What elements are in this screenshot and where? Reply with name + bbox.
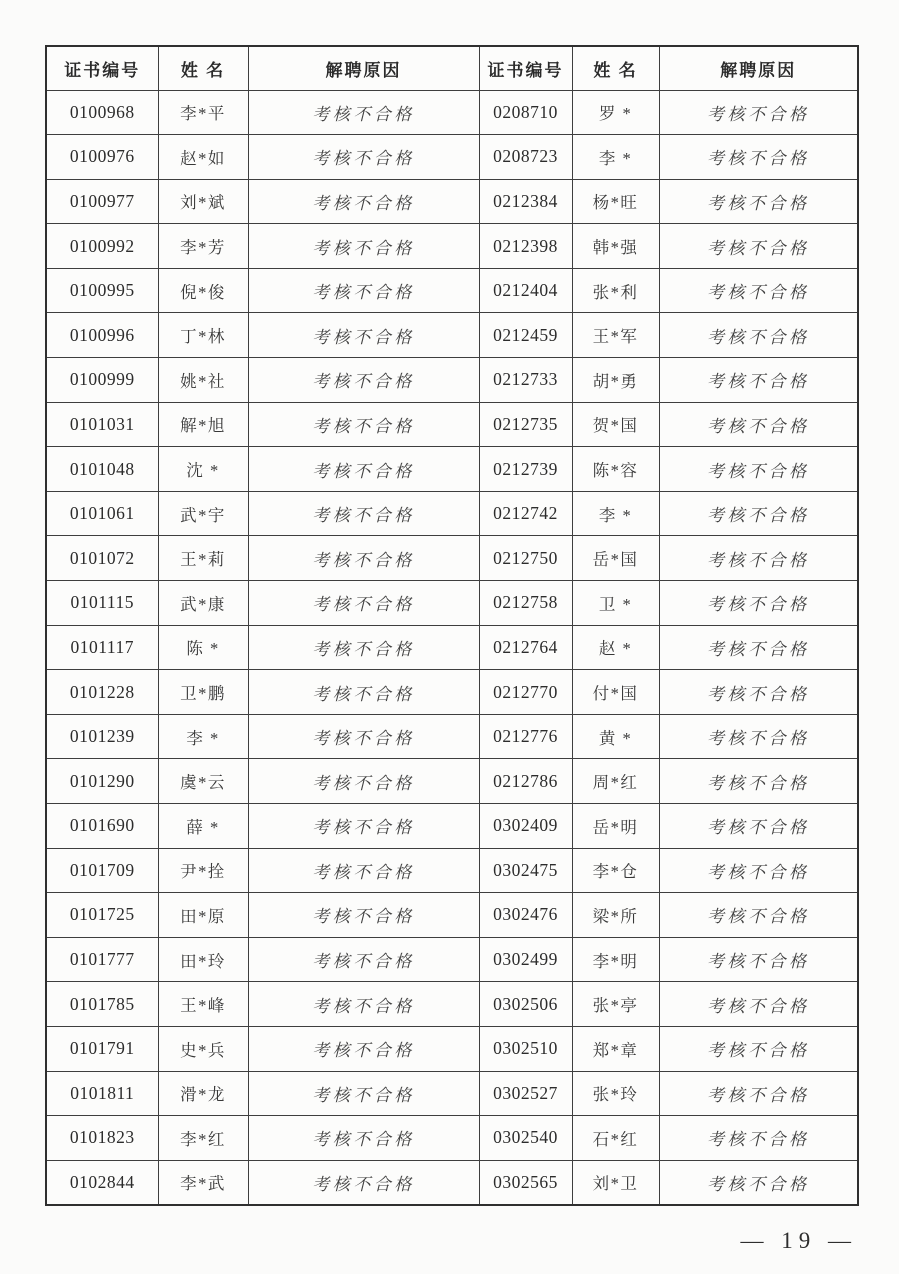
- cert-number-cell-left: 0101785: [46, 982, 158, 1027]
- dismissal-reason-cell-left: 考核不合格: [248, 937, 479, 982]
- table-row: [46, 268, 858, 313]
- table-row: [46, 982, 858, 1027]
- name-cell-right: 杨*旺: [572, 179, 659, 224]
- cert-number-cell-right: 0302409: [479, 804, 572, 849]
- cert-number-cell-left: 0102844: [46, 1160, 158, 1205]
- cert-number-cell-right: 0208710: [479, 90, 572, 135]
- table-row: [46, 536, 858, 581]
- table-row: [46, 358, 858, 403]
- header-name-right: 姓 名: [572, 46, 659, 90]
- name-cell-right: 卫 *: [572, 581, 659, 626]
- dismissal-reason-cell-right: 考核不合格: [659, 937, 858, 982]
- dismissal-reason-cell-right: 考核不合格: [659, 581, 858, 626]
- name-cell-left: 薛 *: [158, 804, 248, 849]
- name-cell-right: 李*仓: [572, 848, 659, 893]
- cert-number-cell-left: 0100976: [46, 135, 158, 180]
- table-row: [46, 937, 858, 982]
- table-header-row: [46, 46, 858, 90]
- cert-number-cell-left: 0101228: [46, 670, 158, 715]
- cert-number-cell-left: 0101791: [46, 1026, 158, 1071]
- table-row: [46, 1160, 858, 1205]
- dismissal-reason-cell-right: 考核不合格: [659, 1160, 858, 1205]
- dismissal-reason-cell-right: 考核不合格: [659, 625, 858, 670]
- cert-number-cell-right: 0212404: [479, 268, 572, 313]
- dismissal-reason-cell-left: 考核不合格: [248, 491, 479, 536]
- name-cell-left: 李*芳: [158, 224, 248, 269]
- dismissal-reason-cell-right: 考核不合格: [659, 536, 858, 581]
- cert-number-cell-right: 0212384: [479, 179, 572, 224]
- name-cell-left: 史*兵: [158, 1026, 248, 1071]
- table-row: [46, 179, 858, 224]
- dismissal-reason-cell-left: 考核不合格: [248, 670, 479, 715]
- name-cell-left: 王*峰: [158, 982, 248, 1027]
- dismissal-reason-cell-left: 考核不合格: [248, 1026, 479, 1071]
- cert-number-cell-left: 0101048: [46, 447, 158, 492]
- dismissal-reason-cell-right: 考核不合格: [659, 402, 858, 447]
- name-cell-right: 梁*所: [572, 893, 659, 938]
- dismissal-reason-cell-right: 考核不合格: [659, 358, 858, 403]
- cert-number-cell-right: 0302499: [479, 937, 572, 982]
- cert-number-cell-right: 0212459: [479, 313, 572, 358]
- dismissal-reason-cell-right: 考核不合格: [659, 714, 858, 759]
- dismissal-reason-cell-right: 考核不合格: [659, 491, 858, 536]
- cert-number-cell-right: 0208723: [479, 135, 572, 180]
- cert-number-cell-left: 0101690: [46, 804, 158, 849]
- name-cell-right: 李 *: [572, 135, 659, 180]
- dismissal-reason-cell-right: 考核不合格: [659, 179, 858, 224]
- cert-number-cell-right: 0212739: [479, 447, 572, 492]
- name-cell-right: 罗 *: [572, 90, 659, 135]
- cert-number-cell-left: 0101031: [46, 402, 158, 447]
- name-cell-right: 张*利: [572, 268, 659, 313]
- cert-number-cell-left: 0101239: [46, 714, 158, 759]
- name-cell-right: 李 *: [572, 491, 659, 536]
- cert-number-cell-right: 0302565: [479, 1160, 572, 1205]
- table-row: [46, 759, 858, 804]
- cert-number-cell-right: 0212735: [479, 402, 572, 447]
- dismissal-reason-cell-right: 考核不合格: [659, 804, 858, 849]
- table-row: [46, 714, 858, 759]
- cert-number-cell-left: 0101823: [46, 1116, 158, 1161]
- dismissal-reason-cell-left: 考核不合格: [248, 402, 479, 447]
- name-cell-left: 刘*斌: [158, 179, 248, 224]
- name-cell-left: 武*宇: [158, 491, 248, 536]
- name-cell-left: 田*玲: [158, 937, 248, 982]
- table-row: [46, 670, 858, 715]
- name-cell-right: 刘*卫: [572, 1160, 659, 1205]
- header-cert-number-right: 证书编号: [479, 46, 572, 90]
- name-cell-left: 田*原: [158, 893, 248, 938]
- table-row: [46, 1026, 858, 1071]
- dismissal-reason-cell-left: 考核不合格: [248, 982, 479, 1027]
- cert-number-cell-right: 0212733: [479, 358, 572, 403]
- dismissal-reason-cell-left: 考核不合格: [248, 625, 479, 670]
- dismissal-reason-cell-left: 考核不合格: [248, 224, 479, 269]
- name-cell-right: 陈*容: [572, 447, 659, 492]
- dismissal-reason-cell-left: 考核不合格: [248, 759, 479, 804]
- dismissal-reason-cell-left: 考核不合格: [248, 804, 479, 849]
- dismissal-reason-cell-left: 考核不合格: [248, 536, 479, 581]
- dismissal-reason-cell-left: 考核不合格: [248, 1071, 479, 1116]
- dismissal-reason-cell-right: 考核不合格: [659, 670, 858, 715]
- cert-number-cell-right: 0212398: [479, 224, 572, 269]
- table-row: [46, 491, 858, 536]
- dismissal-reason-cell-right: 考核不合格: [659, 268, 858, 313]
- name-cell-left: 滑*龙: [158, 1071, 248, 1116]
- cert-number-cell-right: 0212758: [479, 581, 572, 626]
- name-cell-right: 李*明: [572, 937, 659, 982]
- table-row: [46, 1116, 858, 1161]
- page-number: — 19 —: [740, 1228, 857, 1253]
- cert-number-cell-left: 0100968: [46, 90, 158, 135]
- dismissal-reason-cell-left: 考核不合格: [248, 313, 479, 358]
- table-body: [46, 90, 858, 1205]
- cert-number-cell-left: 0101117: [46, 625, 158, 670]
- name-cell-right: 周*红: [572, 759, 659, 804]
- name-cell-right: 胡*勇: [572, 358, 659, 403]
- cert-number-cell-right: 0212764: [479, 625, 572, 670]
- cert-number-cell-right: 0302506: [479, 982, 572, 1027]
- dismissal-reason-cell-right: 考核不合格: [659, 90, 858, 135]
- dismissal-roster-table: [45, 45, 859, 1206]
- dismissal-reason-cell-left: 考核不合格: [248, 135, 479, 180]
- name-cell-left: 尹*拴: [158, 848, 248, 893]
- cert-number-cell-right: 0302475: [479, 848, 572, 893]
- cert-number-cell-right: 0212786: [479, 759, 572, 804]
- cert-number-cell-right: 0302540: [479, 1116, 572, 1161]
- cert-number-cell-right: 0212750: [479, 536, 572, 581]
- name-cell-left: 解*旭: [158, 402, 248, 447]
- name-cell-right: 付*国: [572, 670, 659, 715]
- cert-number-cell-left: 0101811: [46, 1071, 158, 1116]
- name-cell-right: 石*红: [572, 1116, 659, 1161]
- name-cell-left: 陈 *: [158, 625, 248, 670]
- name-cell-right: 黄 *: [572, 714, 659, 759]
- cert-number-cell-left: 0101061: [46, 491, 158, 536]
- cert-number-cell-left: 0101290: [46, 759, 158, 804]
- dismissal-reason-cell-left: 考核不合格: [248, 1116, 479, 1161]
- name-cell-left: 丁*林: [158, 313, 248, 358]
- table-row: [46, 135, 858, 180]
- dismissal-reason-cell-left: 考核不合格: [248, 893, 479, 938]
- name-cell-left: 武*康: [158, 581, 248, 626]
- name-cell-left: 李*武: [158, 1160, 248, 1205]
- cert-number-cell-right: 0302527: [479, 1071, 572, 1116]
- cert-number-cell-right: 0212770: [479, 670, 572, 715]
- cert-number-cell-right: 0302476: [479, 893, 572, 938]
- dismissal-reason-cell-right: 考核不合格: [659, 759, 858, 804]
- name-cell-left: 赵*如: [158, 135, 248, 180]
- header-dismissal-reason-right: 解聘原因: [659, 46, 858, 90]
- name-cell-left: 倪*俊: [158, 268, 248, 313]
- table-row: [46, 893, 858, 938]
- cert-number-cell-left: 0101072: [46, 536, 158, 581]
- table-row: [46, 581, 858, 626]
- cert-number-cell-left: 0101115: [46, 581, 158, 626]
- dismissal-reason-cell-right: 考核不合格: [659, 224, 858, 269]
- table-row: [46, 313, 858, 358]
- dismissal-reason-cell-right: 考核不合格: [659, 447, 858, 492]
- cert-number-cell-right: 0212742: [479, 491, 572, 536]
- dismissal-reason-cell-left: 考核不合格: [248, 1160, 479, 1205]
- name-cell-right: 韩*强: [572, 224, 659, 269]
- header-cert-number-left: 证书编号: [46, 46, 158, 90]
- dismissal-reason-cell-right: 考核不合格: [659, 982, 858, 1027]
- name-cell-right: 赵 *: [572, 625, 659, 670]
- cert-number-cell-left: 0101709: [46, 848, 158, 893]
- name-cell-right: 郑*章: [572, 1026, 659, 1071]
- table-row: [46, 224, 858, 269]
- dismissal-reason-cell-left: 考核不合格: [248, 268, 479, 313]
- dismissal-reason-cell-right: 考核不合格: [659, 135, 858, 180]
- dismissal-reason-cell-right: 考核不合格: [659, 313, 858, 358]
- cert-number-cell-right: 0212776: [479, 714, 572, 759]
- dismissal-reason-cell-left: 考核不合格: [248, 848, 479, 893]
- dismissal-reason-cell-left: 考核不合格: [248, 358, 479, 403]
- name-cell-right: 张*亭: [572, 982, 659, 1027]
- cert-number-cell-left: 0100996: [46, 313, 158, 358]
- header-name-left: 姓 名: [158, 46, 248, 90]
- dismissal-reason-cell-left: 考核不合格: [248, 581, 479, 626]
- cert-number-cell-left: 0100999: [46, 358, 158, 403]
- table-row: [46, 625, 858, 670]
- table-row: [46, 804, 858, 849]
- name-cell-right: 岳*明: [572, 804, 659, 849]
- name-cell-left: 李 *: [158, 714, 248, 759]
- cert-number-cell-right: 0302510: [479, 1026, 572, 1071]
- table-row: [46, 402, 858, 447]
- name-cell-left: 李*红: [158, 1116, 248, 1161]
- dismissal-reason-cell-right: 考核不合格: [659, 1026, 858, 1071]
- table-row: [46, 90, 858, 135]
- cert-number-cell-left: 0100992: [46, 224, 158, 269]
- name-cell-left: 虞*云: [158, 759, 248, 804]
- dismissal-reason-cell-right: 考核不合格: [659, 848, 858, 893]
- dismissal-reason-cell-left: 考核不合格: [248, 90, 479, 135]
- table-row: [46, 1071, 858, 1116]
- name-cell-right: 岳*国: [572, 536, 659, 581]
- dismissal-reason-cell-right: 考核不合格: [659, 893, 858, 938]
- name-cell-left: 卫*鹏: [158, 670, 248, 715]
- table-row: [46, 848, 858, 893]
- name-cell-right: 王*军: [572, 313, 659, 358]
- cert-number-cell-left: 0100995: [46, 268, 158, 313]
- dismissal-reason-cell-right: 考核不合格: [659, 1116, 858, 1161]
- dismissal-reason-cell-left: 考核不合格: [248, 179, 479, 224]
- name-cell-left: 王*莉: [158, 536, 248, 581]
- cert-number-cell-left: 0101725: [46, 893, 158, 938]
- cert-number-cell-left: 0100977: [46, 179, 158, 224]
- header-dismissal-reason-left: 解聘原因: [248, 46, 479, 90]
- name-cell-left: 姚*社: [158, 358, 248, 403]
- dismissal-reason-cell-left: 考核不合格: [248, 447, 479, 492]
- name-cell-left: 李*平: [158, 90, 248, 135]
- dismissal-reason-cell-right: 考核不合格: [659, 1071, 858, 1116]
- dismissal-reason-cell-left: 考核不合格: [248, 714, 479, 759]
- name-cell-left: 沈 *: [158, 447, 248, 492]
- name-cell-right: 贺*国: [572, 402, 659, 447]
- name-cell-right: 张*玲: [572, 1071, 659, 1116]
- table-row: [46, 447, 858, 492]
- cert-number-cell-left: 0101777: [46, 937, 158, 982]
